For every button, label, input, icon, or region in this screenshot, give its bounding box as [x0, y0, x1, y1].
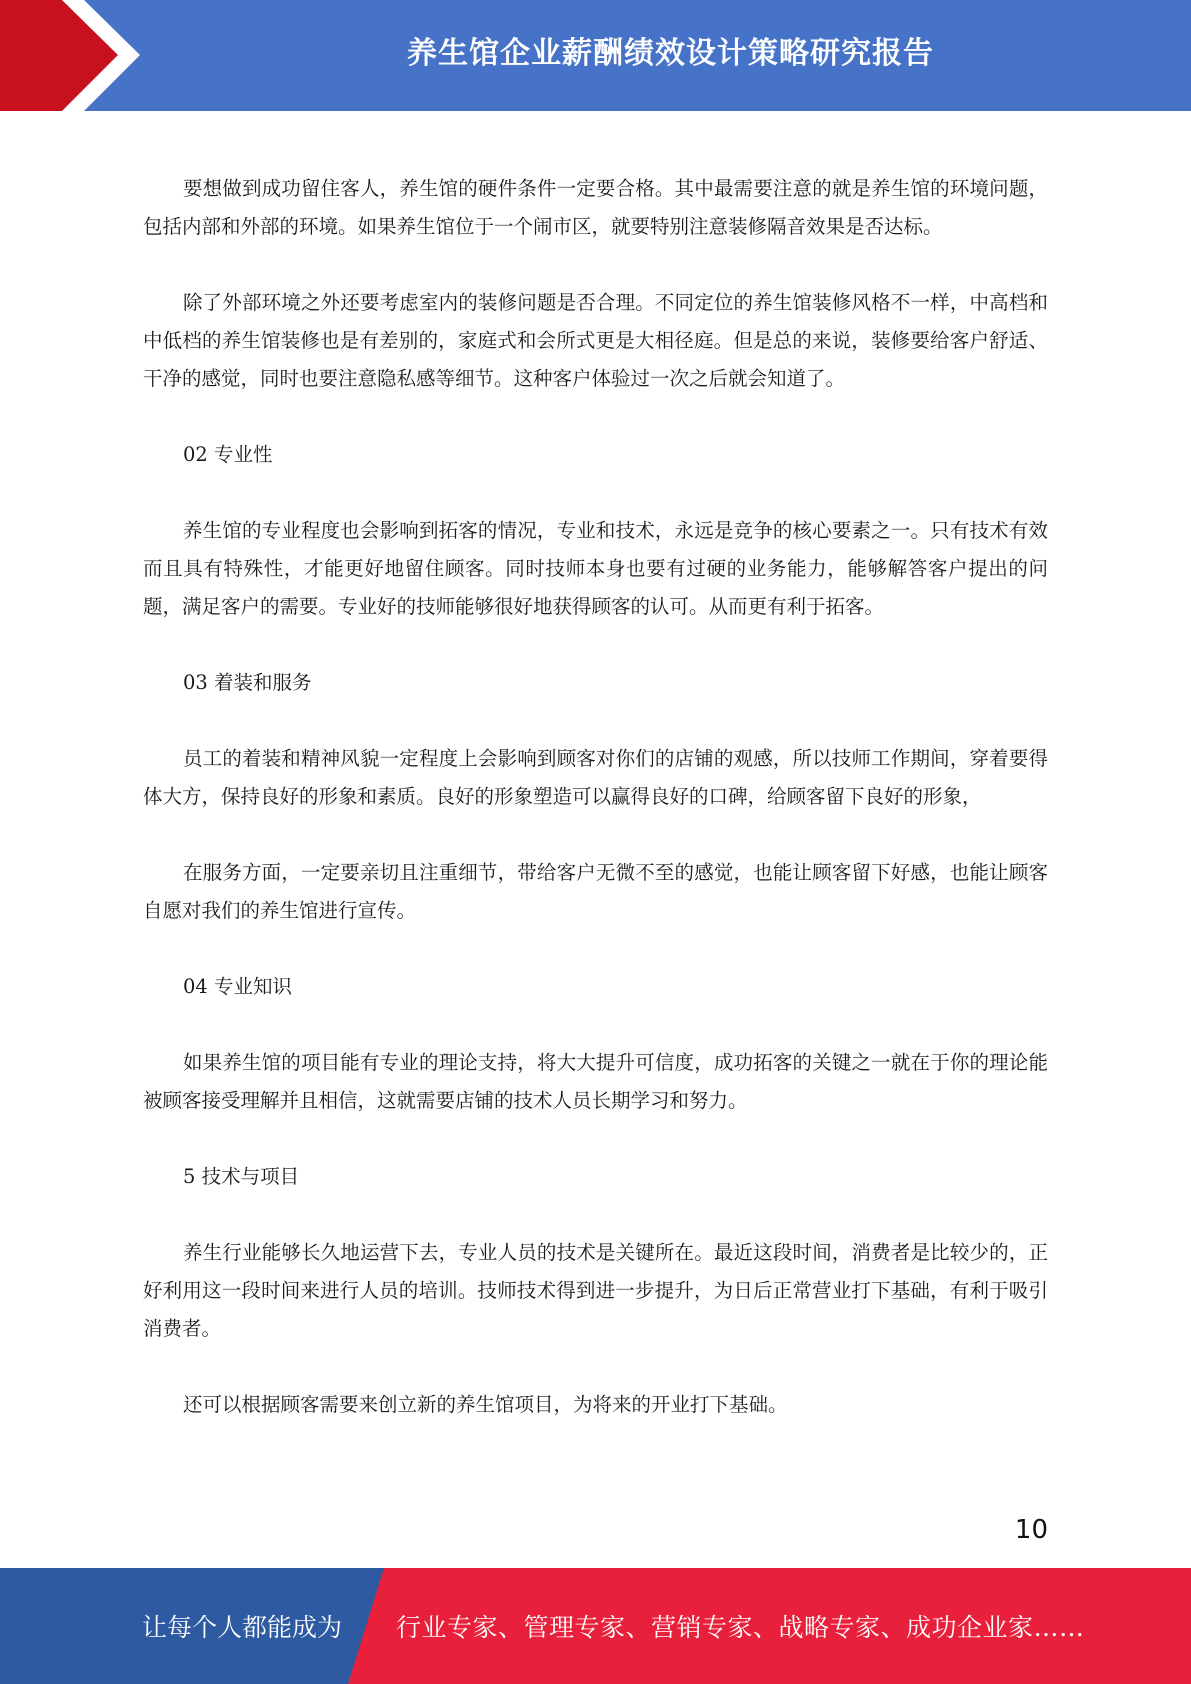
paragraph-professionalism: 养生馆的专业程度也会影响到拓客的情况，专业和技术，永远是竞争的核心要素之一。只有技术有效而且具有特殊性，才能更好地留住顾客。同时技师本身也要有过硬的业务能力，能够解答客户提出的问题，满足客户的需要。专业好的技师能够很好地获得顾客的认可。从而更有利于拓客。 — [143, 519, 1048, 618]
header-chevron-decoration — [0, 0, 160, 111]
paragraph-hardware: 要想做到成功留住客人，养生馆的硬件条件一定要合格。其中最需要注意的就是养生馆的环境问题，包括内部和外部的环境。如果养生馆位于一个闹市区，就要特别注意装修隔音效果是否达标。 — [143, 177, 1048, 238]
section-heading-professionalism: 02 专业性 — [183, 443, 273, 466]
paragraph-decoration: 除了外部环境之外还要考虑室内的装修问题是否合理。不同定位的养生馆装修风格不一样，中高档和中低档的养生馆装修也是有差别的，家庭式和会所式更是大相径庭。但是总的来说，装修要给客户舒适、干净的感觉，同时也要注意隐私感等细节。这种客户体验过一次之后就会知道了。 — [143, 291, 1048, 390]
document-body — [143, 170, 1048, 1424]
paragraph-new-projects: 还可以根据顾客需要来创立新的养生馆项目，为将来的开业打下基础。 — [183, 1393, 788, 1416]
paragraph-knowledge: 如果养生馆的项目能有专业的理论支持，将大大提升可信度，成功拓客的关键之一就在于你的理论能被顾客接受理解并且相信，这就需要店铺的技术人员长期学习和努力。 — [143, 1051, 1048, 1112]
page-number: 10 — [1014, 1515, 1048, 1545]
footer-bar — [0, 1568, 1191, 1684]
section-heading-knowledge: 04 专业知识 — [183, 975, 293, 998]
paragraph-attire: 员工的着装和精神风貌一定程度上会影响到顾客对你们的店铺的观感，所以技师工作期间，穿着要得体大方，保持良好的形象和素质。良好的形象塑造可以赢得良好的口碑，给顾客留下良好的形象， — [143, 747, 1048, 808]
section-heading-attire-service: 03 着装和服务 — [183, 671, 312, 694]
report-title: 养生馆企业薪酬绩效设计策略研究报告 — [407, 36, 934, 71]
paragraph-service: 在服务方面，一定要亲切且注重细节，带给客户无微不至的感觉，也能让顾客留下好感，也能让顾客自愿对我们的养生馆进行宣传。 — [143, 861, 1048, 922]
paragraph-technology: 养生行业能够长久地运营下去，专业人员的技术是关键所在。最近这段时间，消费者是比较少的，正好利用这一段时间来进行人员的培训。技师技术得到进一步提升，为日后正常营业打下基础，有利于吸引消费者。 — [143, 1241, 1048, 1340]
section-heading-technology: 5 技术与项目 — [183, 1165, 300, 1188]
footer-slogan-left: 让每个人都能成为 — [142, 1613, 343, 1642]
header-bar — [0, 0, 1191, 111]
footer-slogan-right: 行业专家、管理专家、营销专家、战略专家、成功企业家…… — [396, 1613, 1085, 1642]
